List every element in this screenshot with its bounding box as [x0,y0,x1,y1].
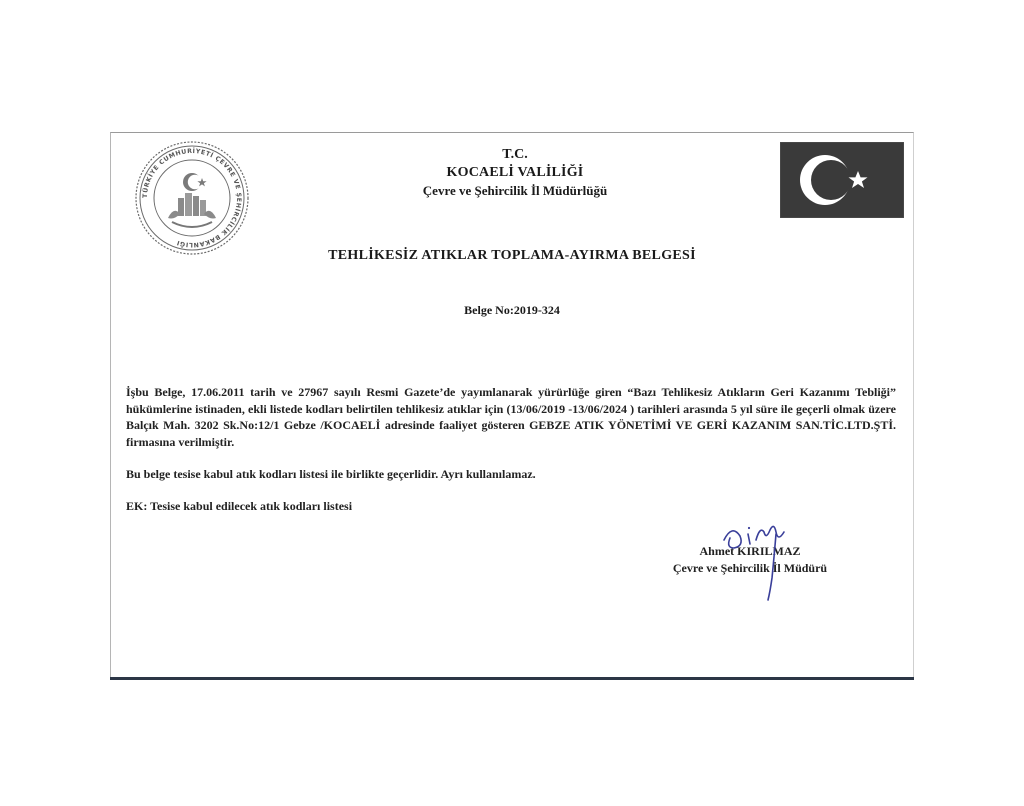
header-governorship: KOCAELİ VALİLİĞİ [446,165,584,180]
handwritten-signature [718,518,818,604]
document-number: Belge No:2019-324 [464,303,560,317]
ministry-seal-icon [134,140,250,256]
header-directorate: Çevre ve Şehircilik İl Müdürlüğü [422,183,608,198]
signer-title: Çevre ve Şehircilik İl Müdürü [672,561,828,575]
seal-ring-text: TÜRKİYE CUMHURİYETİ ÇEVRE VE ŞEHİRCİLİK BAKANLIĞI [141,147,243,249]
turkish-flag-icon [780,142,904,218]
document-title: TEHLİKESİZ ATIKLAR TOPLAMA-AYIRMA BELGESİ [328,248,696,263]
validity-note: Bu belge tesise kabul atık kodları listesi ile birlikte geçerlidir. Ayrı kullanılamaz. [126,467,536,481]
sheet-bottom-edge [110,677,914,680]
signer-name: Ahmet KIRILMAZ [699,544,801,558]
issuer-header [380,146,650,200]
certificate-paragraph: İşbu Belge, 17.06.2011 tarih ve 27967 sayılı Resmi Gazete’de yayımlanarak yürürlüğe giren “Bazı Tehlikesiz Atıkların Geri Kazanımı Tebliği” hükümlerine istinaden, ekli listede kodları belirtilen tehlikesiz atıklar için (13/06/2019 -13/06/2024 ) tarihleri arasında 5 yıl süre ile geçerli olmak üzere Balçık Mah. 3202 Sk.No:12/1 Gebze /KOCAELİ adresinde faaliyet gösteren GEBZE ATIK YÖNETİMİ VE GERİ KAZANIM SAN.TİC.LTD.ŞTİ. firmasına verilmiştir. [126,385,896,449]
attachment-note: EK: Tesise kabul edilecek atık kodları listesi [126,499,353,513]
header-republic: T.C. [502,147,528,162]
